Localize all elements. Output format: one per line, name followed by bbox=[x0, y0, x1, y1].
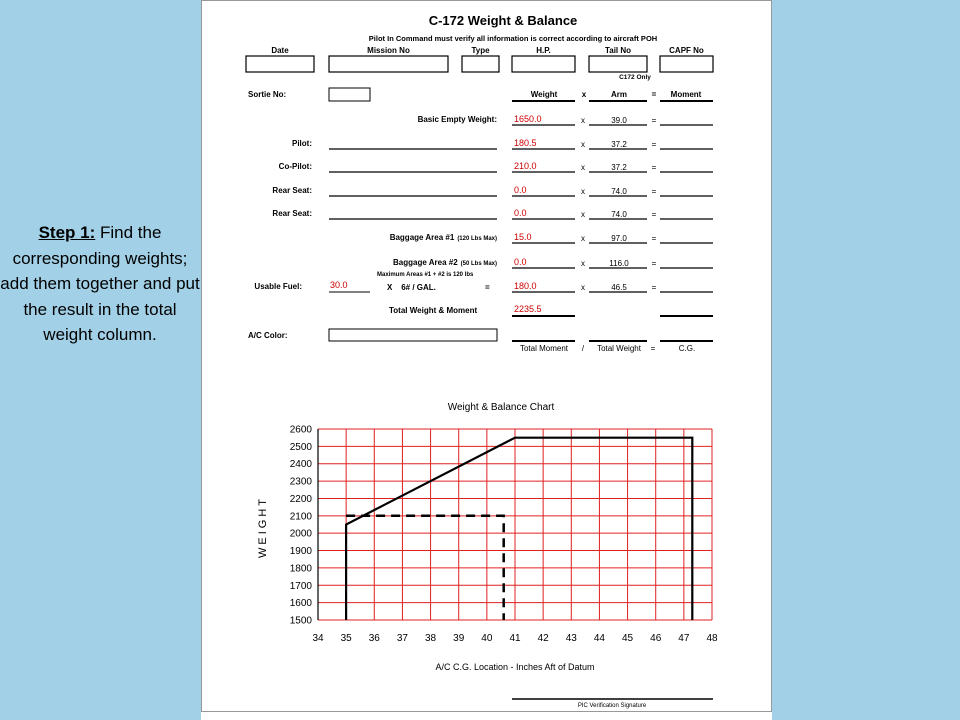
y-tick-label: 1500 bbox=[289, 615, 312, 627]
x-tick-label: 46 bbox=[650, 633, 662, 644]
max-areas-note: Maximum Areas #1 + #2 is 120 lbs bbox=[377, 272, 474, 278]
x-tick-label: 44 bbox=[593, 633, 605, 644]
y-tick-label: 1600 bbox=[289, 598, 312, 610]
col-times: x bbox=[581, 90, 587, 99]
col-weight-header: Weight bbox=[530, 90, 558, 99]
row-label-main: Baggage Area #2 bbox=[393, 258, 458, 267]
y-tick-label: 2300 bbox=[289, 476, 312, 488]
row-label: Usable Fuel: bbox=[254, 282, 302, 291]
row-times: x bbox=[581, 234, 585, 243]
row-arm-value: 97.0 bbox=[611, 234, 627, 243]
row-arm-value: 37.2 bbox=[611, 140, 627, 149]
x-tick-label: 45 bbox=[622, 633, 634, 644]
row-label-sub: (50 Lbs Max) bbox=[460, 261, 497, 267]
ac-color-label: A/C Color: bbox=[248, 331, 288, 340]
row-equals: = bbox=[651, 116, 657, 125]
header-field-label: Type bbox=[471, 46, 490, 55]
x-tick-label: 43 bbox=[565, 633, 577, 644]
header-field-input[interactable] bbox=[589, 56, 647, 72]
header-field-input[interactable] bbox=[512, 56, 575, 72]
row-weight-value: 15.0 bbox=[514, 232, 532, 242]
row-equals: = bbox=[651, 210, 657, 219]
row-times: x bbox=[581, 140, 585, 149]
row-equals: = bbox=[651, 163, 657, 172]
row-times: x bbox=[581, 210, 585, 219]
y-tick-label: 2200 bbox=[289, 493, 312, 505]
chart-y-label: WEIGHT bbox=[257, 496, 269, 558]
row-weight-value: 0.0 bbox=[514, 257, 527, 267]
y-tick-label: 2400 bbox=[289, 459, 312, 471]
y-tick-label: 1700 bbox=[289, 580, 312, 592]
row-label: Basic Empty Weight: bbox=[417, 115, 497, 124]
y-tick-label: 1900 bbox=[289, 546, 312, 558]
c172-only-note: C172 Only bbox=[619, 74, 651, 81]
row-times: x bbox=[581, 163, 585, 172]
row-times: x bbox=[581, 259, 585, 268]
header-field-label: Date bbox=[271, 46, 289, 55]
row-weight-value: 210.0 bbox=[514, 161, 537, 171]
form-notice: Pilot In Command must verify all information is correct according to aircraft POH bbox=[368, 34, 658, 43]
x-tick-label: 35 bbox=[340, 633, 352, 644]
col-arm-header: Arm bbox=[610, 90, 628, 99]
row-times: x bbox=[581, 116, 585, 125]
fuel-formula: X 6# / GAL. bbox=[387, 283, 436, 292]
ac-color-input[interactable] bbox=[329, 329, 497, 341]
cg-equals: = bbox=[650, 344, 656, 353]
header-field-label: CAPF No bbox=[669, 46, 704, 55]
row-equals: = bbox=[651, 234, 657, 243]
row-arm-value: 116.0 bbox=[609, 259, 629, 268]
header-fields bbox=[246, 46, 713, 72]
x-tick-label: 40 bbox=[481, 633, 493, 644]
chart-x-label: A/C C.G. Location - Inches Aft of Datum bbox=[435, 662, 595, 672]
y-tick-label: 2100 bbox=[289, 511, 312, 523]
x-tick-label: 42 bbox=[537, 633, 549, 644]
y-tick-label: 2000 bbox=[289, 528, 312, 540]
total-label: Total Weight & Moment bbox=[389, 306, 478, 315]
x-tick-label: 38 bbox=[425, 633, 437, 644]
row-weight-value: 0.0 bbox=[514, 185, 527, 195]
cg-result: C.G. bbox=[678, 344, 696, 353]
header-field-label: Mission No bbox=[367, 46, 410, 55]
header-field-label: Tail No bbox=[604, 46, 632, 55]
row-times: x bbox=[581, 283, 585, 292]
cg-total-moment: Total Moment bbox=[519, 344, 569, 353]
row-weight-value: 180.0 bbox=[514, 281, 537, 291]
cg-envelope-line bbox=[346, 438, 692, 620]
row-label: Rear Seat: bbox=[272, 209, 312, 218]
chart-title: Weight & Balance Chart bbox=[447, 402, 555, 413]
row-arm-value: 37.2 bbox=[611, 163, 627, 172]
header-field-input[interactable] bbox=[660, 56, 713, 72]
header-field-input[interactable] bbox=[246, 56, 314, 72]
y-tick-label: 2600 bbox=[289, 424, 312, 436]
x-tick-label: 34 bbox=[312, 633, 324, 644]
header-field-input[interactable] bbox=[329, 56, 448, 72]
step-caption bbox=[0, 220, 200, 348]
row-weight-value: 1650.0 bbox=[514, 114, 542, 124]
row-arm-value: 46.5 bbox=[611, 283, 627, 292]
signature-label: PIC Verification Signature bbox=[577, 703, 647, 709]
fuel-gallons-value: 30.0 bbox=[330, 280, 348, 290]
row-arm-value: 39.0 bbox=[611, 116, 627, 125]
cg-slash: / bbox=[581, 344, 585, 353]
row-weight-value: 180.5 bbox=[514, 138, 537, 148]
weight-balance-chart bbox=[290, 425, 718, 645]
row-label-sub: (120 Lbs Max) bbox=[457, 236, 497, 242]
row-equals: = bbox=[651, 259, 657, 268]
row-label bbox=[390, 233, 497, 242]
weight-balance-form bbox=[201, 0, 772, 720]
x-tick-label: 39 bbox=[453, 633, 465, 644]
y-tick-label: 2500 bbox=[289, 441, 312, 453]
x-tick-label: 47 bbox=[678, 633, 690, 644]
fuel-equals: = bbox=[485, 283, 490, 292]
row-label: Rear Seat: bbox=[272, 186, 312, 195]
row-label: Co-Pilot: bbox=[278, 162, 312, 171]
x-tick-label: 41 bbox=[509, 633, 521, 644]
x-tick-label: 36 bbox=[368, 633, 380, 644]
row-label: Pilot: bbox=[292, 139, 312, 148]
sortie-input[interactable] bbox=[329, 88, 370, 101]
y-tick-label: 1800 bbox=[289, 563, 312, 575]
row-label-main: Baggage Area #1 bbox=[389, 233, 455, 242]
form-canvas bbox=[201, 0, 772, 720]
step-text: Find the corresponding weights; add them together and put the result in the total weight column. bbox=[0, 223, 200, 344]
row-weight-value: 0.0 bbox=[514, 208, 527, 218]
row-times: x bbox=[581, 187, 585, 196]
row-arm-value: 74.0 bbox=[611, 187, 627, 196]
form-title: C-172 Weight & Balance bbox=[428, 13, 578, 28]
step-label: Step 1: bbox=[38, 223, 96, 242]
row-equals: = bbox=[651, 140, 657, 149]
row-equals: = bbox=[651, 283, 657, 292]
total-weight-value: 2235.5 bbox=[514, 304, 542, 314]
x-tick-label: 48 bbox=[706, 633, 718, 644]
row-arm-value: 74.0 bbox=[611, 210, 627, 219]
col-moment-header: Moment bbox=[670, 90, 702, 99]
header-field-label: H.P. bbox=[536, 46, 551, 55]
col-equals: = bbox=[651, 90, 657, 99]
row-equals: = bbox=[651, 187, 657, 196]
sortie-label: Sortie No: bbox=[248, 90, 287, 99]
cg-total-weight: Total Weight bbox=[597, 344, 641, 353]
weight-rows bbox=[254, 114, 713, 292]
x-tick-label: 37 bbox=[396, 633, 408, 644]
header-field-input[interactable] bbox=[462, 56, 499, 72]
row-label bbox=[393, 258, 497, 267]
